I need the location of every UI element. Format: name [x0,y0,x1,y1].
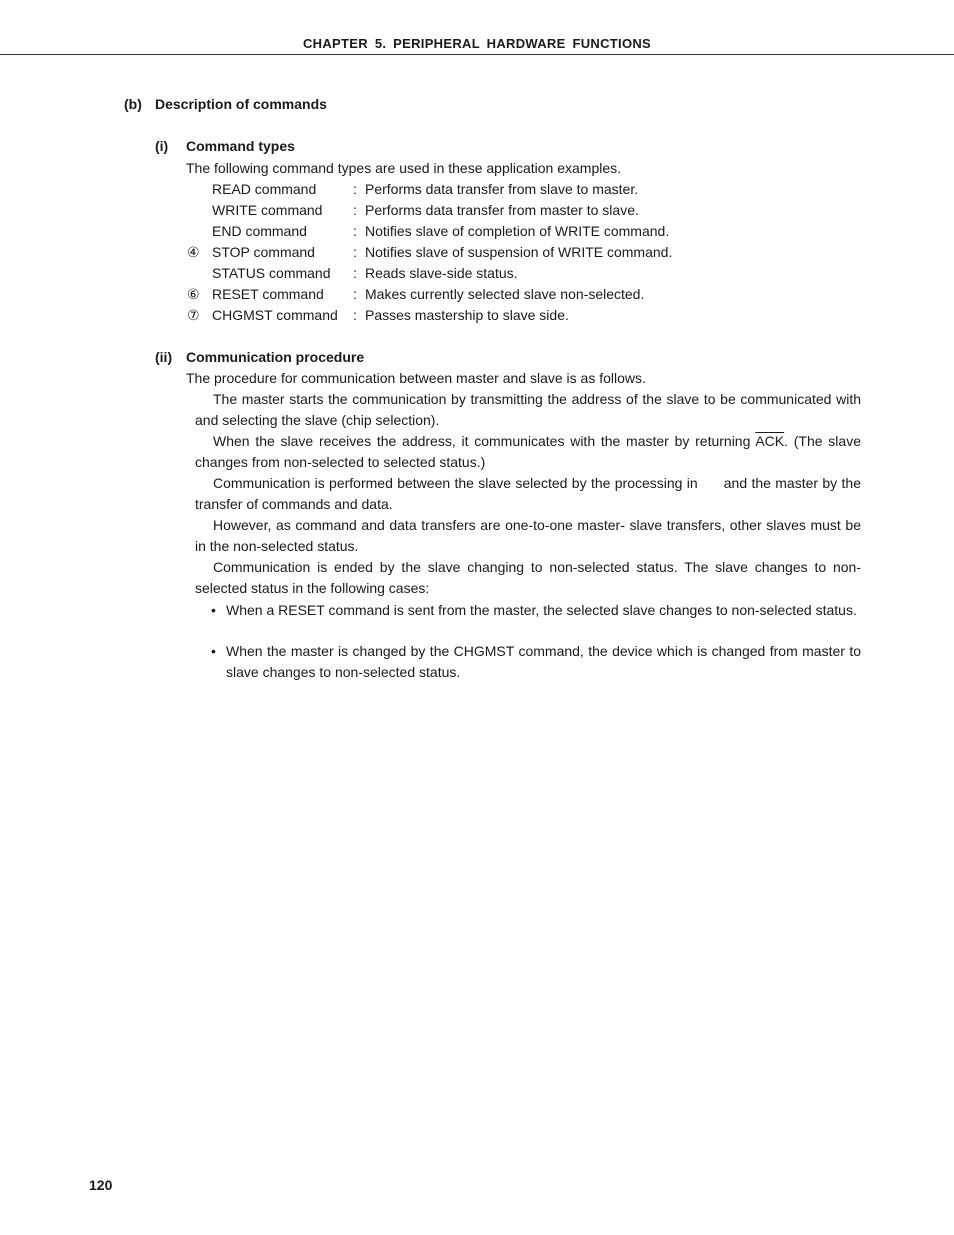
section-ii-title: Communication procedure [186,349,365,365]
section-ii-marker: (ii) [155,349,173,365]
bullet-item-chgmst [211,641,861,683]
bullet-icon: • [211,602,216,618]
bullet-text: When a RESET command is sent from the master, the selected slave changes to non-selected status. [226,602,857,618]
page-number: 120 [89,1177,113,1193]
bullet-text: When the master is changed by the CHGMST command, the device which is changed from master to slave changes to non-selected status. [226,643,861,680]
bullet-item-reset [211,600,861,621]
command-marker: ⑦ [187,307,200,323]
command-separator: : [353,286,357,302]
paragraph-2-text-before: When the slave receives the address, it communicates with the master by returning [213,433,756,449]
section-ii-intro: The procedure for communication between master and slave is as follows. [186,370,646,386]
procedure-paragraph-1: The master starts the communication by transmitting the address of the slave to be communicated with and selecting the slave (chip selection). [195,391,861,428]
command-name: STATUS command [212,265,331,281]
command-description: Performs data transfer from master to slave. [365,202,639,218]
command-separator: : [353,244,357,260]
paragraph-2-text-after: . (The slave changes from non-selected to selected status.) [195,433,861,470]
command-name: CHGMST command [212,307,338,323]
command-name: END command [212,223,307,239]
section-i-title: Command types [186,138,295,154]
command-description: Notifies slave of suspension of WRITE command. [365,244,673,260]
command-name: WRITE command [212,202,323,218]
command-separator: : [353,307,357,323]
header-rule [0,54,954,55]
section-i-marker: (i) [155,138,169,154]
command-description: Makes currently selected slave non-selected. [365,286,645,302]
procedure-paragraph-4: However, as command and data transfers are one-to-one master- slave transfers, other slaves must be in the non-selected status. [195,517,861,554]
command-name: READ command [212,181,317,197]
command-separator: : [353,223,357,239]
command-name: RESET command [212,286,324,302]
command-name: STOP command [212,244,315,260]
procedure-paragraph-3: Communication is performed between the slave selected by the processing in and the master by the transfer of commands and data. [195,475,865,512]
command-description: Reads slave-side status. [365,265,518,281]
section-i-intro: The following command types are used in these application examples. [186,160,622,176]
procedure-paragraph-5: Communication is ended by the slave changing to non-selected status. The slave changes to non-selected status in the following cases: [195,559,861,596]
section-b-marker: (b) [124,96,142,112]
command-separator: : [353,202,357,218]
command-description: Passes mastership to slave side. [365,307,569,323]
ack-signal: $\overline{ACK}$ [755,433,785,449]
command-separator: : [353,181,357,197]
page-header-title: CHAPTER 5. PERIPHERAL HARDWARE FUNCTIONS [302,36,652,51]
command-marker: ⑥ [187,286,200,302]
command-separator: : [353,265,357,281]
bullet-icon: • [211,643,216,659]
section-b-title: Description of commands [155,96,327,112]
command-description: Notifies slave of completion of WRITE command. [365,223,670,239]
command-description: Performs data transfer from slave to master. [365,181,639,197]
procedure-paragraph-2 [195,431,861,473]
command-marker: ④ [187,244,200,260]
